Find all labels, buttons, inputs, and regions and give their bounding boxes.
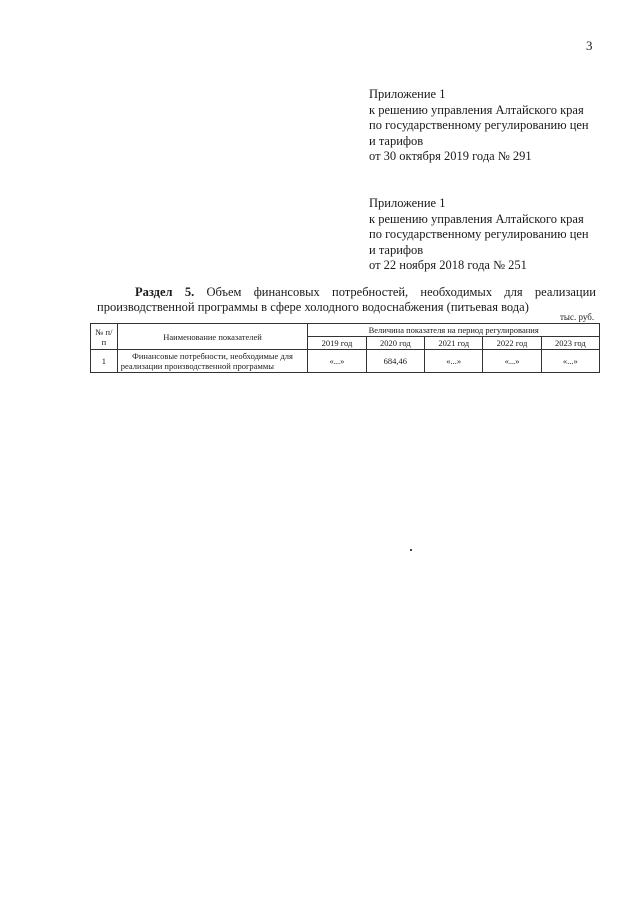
section-title-part2: производственной программы в сфере холодного водоснабжения (питьевая вода) [97,299,529,314]
header-year: 2019 год [308,337,366,350]
appendix-current-line: к решению управления Алтайского края [369,102,584,117]
appendix-current-title: Приложение 1 [369,87,446,101]
table-row [91,350,600,373]
row-value: 684,46 [366,350,424,373]
section-label: Раздел 5. [135,285,195,299]
scan-dot [410,549,412,551]
appendix-current-date: от 30 октября 2019 года № 291 [369,149,532,163]
header-year: 2020 год [366,337,424,350]
appendix-previous-line: к решению управления Алтайского края [369,211,584,226]
row-value: «...» [541,350,599,373]
row-name: Финансовые потребности, необходимые для реализации производственной программы [117,350,308,373]
section-heading-line1 [97,285,596,300]
header-period: Величина показателя на период регулирования [308,324,600,337]
section-title-part1: Объем финансовых потребностей, необходимых для реализации [206,285,596,299]
page-number: 3 [586,38,593,53]
appendix-previous-line: и тарифов [369,242,424,257]
header-name: Наименование показателей [117,324,308,350]
table-header-row [91,324,600,337]
header-year: 2023 год [541,337,599,350]
appendix-previous-block [369,196,589,274]
row-value: «...» [483,350,541,373]
appendix-previous-line: по государственному регулированию цен [369,227,589,241]
appendix-previous-title: Приложение 1 [369,196,446,210]
row-value: «...» [425,350,483,373]
appendix-current-line: по государственному регулированию цен [369,118,589,132]
header-year: 2021 год [425,337,483,350]
appendix-current-block [369,87,589,165]
header-year: 2022 год [483,337,541,350]
units-label: тыс. руб. [560,312,595,322]
appendix-current-line: и тарифов [369,133,424,148]
row-value: «...» [308,350,366,373]
section-heading [97,285,596,314]
header-num: № п/п [91,324,118,350]
appendix-previous-date: от 22 ноября 2018 года № 251 [369,258,527,272]
row-num: 1 [91,350,118,373]
financial-needs-table [90,323,600,373]
